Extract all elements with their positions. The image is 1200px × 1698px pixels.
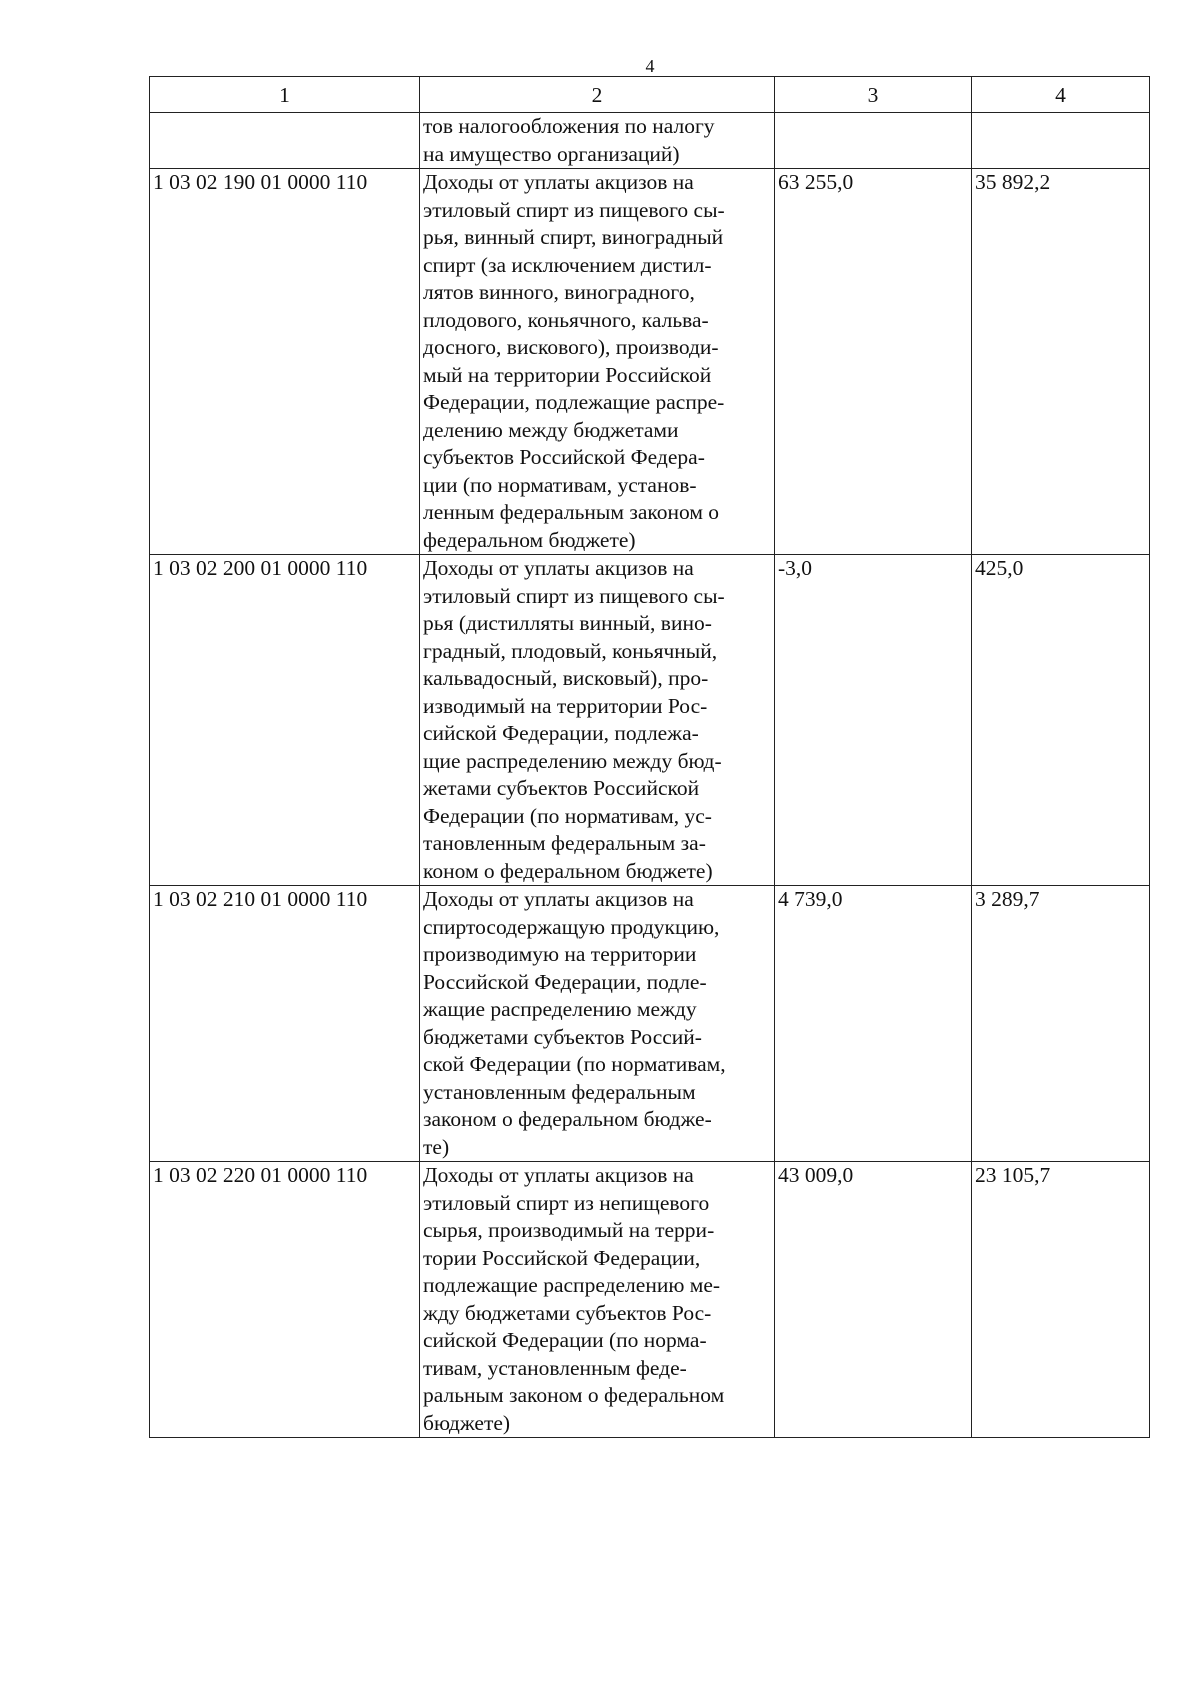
- table-row: [150, 113, 1150, 169]
- row-value-col4: 23 105,7: [972, 1162, 1150, 1438]
- row-description: Доходы от уплаты акцизов на этиловый спирт из пищевого сы- рья, винный спирт, виноградный спирт (за исключением дистил- лятов винного, виноградного, плодового, коньячного, кальва- досного, вискового), производи- мый на территории Российской Федерации, подлежащие распре- делению между бюджетами субъектов Российской Федера- ции (по нормативам, установ- ленным федеральным законом о федеральном бюджете): [420, 169, 775, 555]
- row-value-col3: 4 739,0: [775, 886, 972, 1162]
- header-row: [150, 77, 1150, 113]
- row-value-col4: 3 289,7: [972, 886, 1150, 1162]
- column-header-3: 3: [775, 77, 972, 113]
- row-value-col4: [972, 113, 1150, 169]
- row-value-col4: 425,0: [972, 555, 1150, 886]
- row-value-col3: 43 009,0: [775, 1162, 972, 1438]
- row-value-col4: 35 892,2: [972, 169, 1150, 555]
- column-header-4: 4: [972, 77, 1150, 113]
- table-row: [150, 1162, 1150, 1438]
- column-header-2: 2: [420, 77, 775, 113]
- row-code: 1 03 02 200 01 0000 110: [150, 555, 420, 886]
- row-value-col3: 63 255,0: [775, 169, 972, 555]
- row-description: Доходы от уплаты акцизов на спиртосодержащую продукцию, производимую на территории Российской Федерации, подле- жащие распределению между бюджетами субъектов Россий- ской Федерации (по нормативам, установленным федеральным законом о федеральном бюдже- те): [420, 886, 775, 1162]
- row-value-col3: -3,0: [775, 555, 972, 886]
- column-header-1: 1: [150, 77, 420, 113]
- row-description: тов налогообложения по налогу на имущество организаций): [420, 113, 775, 169]
- table-header: [150, 77, 1150, 113]
- row-description: Доходы от уплаты акцизов на этиловый спирт из пищевого сы- рья (дистилляты винный, вино- градный, плодовый, коньячный, кальвадосный, висковый), про- изводимый на территории Рос- сийской Федерации, подлежа- щие распределению между бюд- жетами субъектов Российской Федерации (по нормативам, ус- тановленным федеральным за- коном о федеральном бюджете): [420, 555, 775, 886]
- row-code: 1 03 02 220 01 0000 110: [150, 1162, 420, 1438]
- row-code: 1 03 02 210 01 0000 110: [150, 886, 420, 1162]
- table-body: [150, 113, 1150, 1438]
- table-row: [150, 169, 1150, 555]
- page-number: 4: [645, 56, 655, 76]
- row-value-col3: [775, 113, 972, 169]
- budget-table: [149, 76, 1150, 1438]
- table-row: [150, 555, 1150, 886]
- row-code: 1 03 02 190 01 0000 110: [150, 169, 420, 555]
- row-description: Доходы от уплаты акцизов на этиловый спирт из непищевого сырья, производимый на терри- тории Российской Федерации, подлежащие распределению ме- жду бюджетами субъектов Рос- сийской Федерации (по норма- тивам, установленным феде- ральным законом о федеральном бюджете): [420, 1162, 775, 1438]
- table-row: [150, 886, 1150, 1162]
- row-code: [150, 113, 420, 169]
